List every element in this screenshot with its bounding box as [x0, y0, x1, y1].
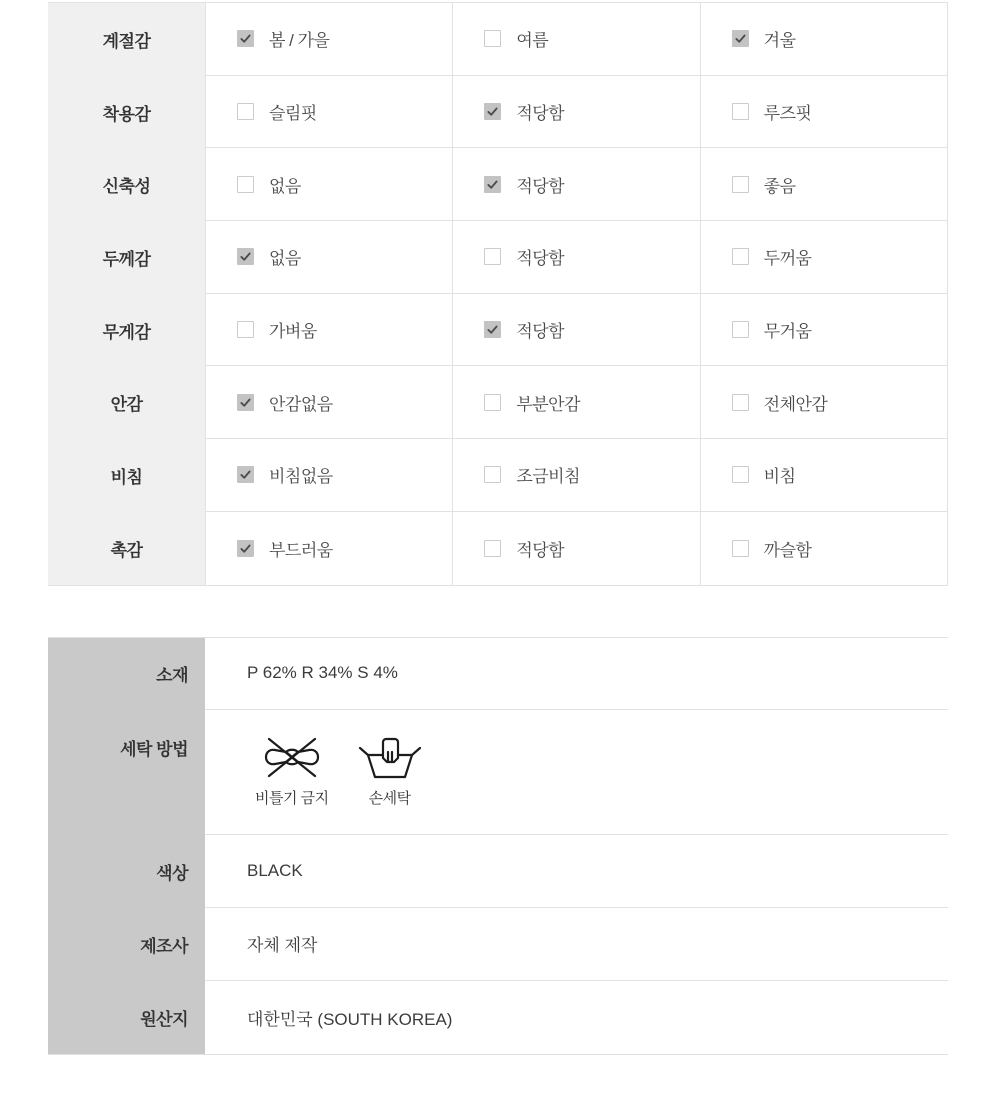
attribute-option: [453, 148, 700, 220]
info-row: [205, 981, 948, 1054]
attribute-option: [701, 3, 948, 75]
attribute-option: [701, 221, 948, 293]
no-wring-icon: [259, 736, 325, 782]
attribute-option: [453, 294, 700, 366]
attribute-row: [206, 148, 948, 221]
attribute-option: [206, 148, 453, 220]
option-label: 없음: [269, 249, 301, 269]
info-row: [205, 710, 948, 835]
info-row-label: 소재: [156, 666, 188, 685]
checkbox-icon[interactable]: [237, 540, 254, 557]
option-label: 적당함: [516, 540, 565, 560]
attribute-row: [206, 512, 948, 585]
attribute-row-label: 두께감: [102, 249, 151, 269]
attribute-option: [701, 366, 948, 438]
wash-care-item: [357, 736, 423, 808]
option-label: 무거움: [763, 322, 812, 342]
checkbox-icon[interactable]: [237, 321, 254, 338]
option-label: 없음: [269, 176, 301, 196]
info-row: [205, 908, 948, 981]
info-row: [205, 638, 948, 710]
attribute-option: [701, 76, 948, 148]
attribute-row: [206, 221, 948, 294]
info-row-label: 세탁 방법: [120, 739, 188, 759]
wash-care-caption: 비틀기 금지: [255, 789, 329, 807]
option-label: 부드러움: [269, 540, 333, 560]
option-label: 봄 / 가을: [269, 31, 330, 51]
attribute-row-label: 무게감: [102, 322, 151, 342]
attribute-row-label: 신축성: [102, 177, 151, 197]
option-label: 부분안감: [516, 394, 581, 414]
attribute-option: [206, 3, 453, 75]
option-label: 까슬함: [763, 540, 812, 560]
attribute-option: [206, 221, 453, 293]
attribute-row-label: 계절감: [102, 31, 151, 51]
checkbox-icon[interactable]: [732, 176, 749, 193]
option-label: 좋음: [763, 176, 796, 196]
checkbox-icon[interactable]: [237, 248, 254, 265]
wash-care-item: [255, 736, 329, 808]
attribute-option: [701, 148, 948, 220]
attribute-row: [206, 366, 948, 439]
option-label: 겨울: [763, 31, 796, 51]
attribute-option: [453, 439, 700, 511]
attribute-row: [206, 439, 948, 512]
attribute-row-label: 안감: [110, 395, 143, 415]
checkbox-icon[interactable]: [484, 394, 501, 411]
attribute-option: [206, 439, 453, 511]
attribute-option: [453, 366, 700, 438]
checkbox-icon[interactable]: [237, 176, 254, 193]
attribute-row: [206, 294, 948, 367]
info-row-value: P 62% R 34% S 4%: [247, 663, 398, 682]
attributes-table: [48, 2, 948, 586]
option-label: 두꺼움: [763, 249, 812, 269]
info-label-column: [48, 638, 205, 1054]
attributes-rows: [205, 3, 948, 585]
checkbox-icon[interactable]: [484, 540, 501, 557]
info-row-label: 색상: [156, 863, 188, 883]
attribute-option: [453, 512, 700, 585]
attribute-row: [206, 76, 948, 149]
attribute-option: [701, 512, 948, 585]
info-table: [48, 637, 948, 1055]
wash-care-icons: [247, 736, 423, 808]
info-row: [205, 835, 948, 908]
checkbox-icon[interactable]: [732, 466, 749, 483]
option-label: 안감없음: [269, 394, 333, 414]
option-label: 슬림핏: [269, 104, 317, 124]
info-rows: [205, 638, 948, 1054]
wash-care-caption: 손세탁: [368, 789, 411, 807]
checkbox-icon[interactable]: [484, 248, 501, 265]
attribute-option: [701, 439, 948, 511]
option-label: 가벼움: [269, 322, 317, 342]
checkbox-icon[interactable]: [732, 540, 749, 557]
option-label: 조금비침: [516, 467, 581, 487]
attribute-option: [453, 221, 700, 293]
option-label: 전체안감: [763, 394, 828, 414]
attribute-option: [206, 76, 453, 148]
attribute-row-label: 비침: [110, 467, 143, 487]
attribute-row-label: 착용감: [102, 104, 151, 124]
attribute-option: [206, 512, 453, 585]
checkbox-icon[interactable]: [484, 103, 501, 120]
option-label: 적당함: [516, 176, 565, 196]
info-row-value: 자체 제작: [247, 936, 318, 955]
option-label: 적당함: [516, 104, 565, 124]
attribute-row: [206, 3, 948, 76]
option-label: 적당함: [516, 249, 565, 269]
checkbox-icon[interactable]: [484, 30, 501, 47]
attribute-row-label: 촉감: [110, 540, 143, 560]
checkbox-icon[interactable]: [484, 466, 501, 483]
checkbox-icon[interactable]: [732, 394, 749, 411]
attribute-option: [453, 3, 700, 75]
option-label: 여름: [516, 31, 549, 51]
checkbox-icon[interactable]: [237, 103, 254, 120]
info-row-value: 대한민국 (SOUTH KOREA): [247, 1009, 453, 1029]
checkbox-icon[interactable]: [732, 321, 749, 338]
hand-wash-icon: [357, 736, 423, 782]
info-row-value: BLACK: [247, 860, 303, 880]
checkbox-icon[interactable]: [237, 466, 254, 483]
attribute-option: [206, 294, 453, 366]
checkbox-icon[interactable]: [732, 248, 749, 265]
checkbox-icon[interactable]: [732, 103, 749, 120]
info-row-label: 제조사: [140, 936, 188, 956]
attribute-option: [453, 76, 700, 148]
checkbox-icon[interactable]: [237, 30, 254, 47]
checkbox-icon[interactable]: [732, 30, 749, 47]
checkbox-icon[interactable]: [237, 394, 254, 411]
option-label: 적당함: [516, 322, 565, 342]
checkbox-icon[interactable]: [484, 321, 501, 338]
product-detail-section: [48, 2, 948, 1055]
attribute-option: [701, 294, 948, 366]
checkbox-icon[interactable]: [484, 176, 501, 193]
attributes-label-column: [48, 3, 205, 585]
attribute-option: [206, 366, 453, 438]
option-label: 비침: [763, 467, 796, 487]
info-row-label: 원산지: [140, 1009, 188, 1029]
option-label: 루즈핏: [763, 104, 812, 124]
option-label: 비침없음: [269, 467, 333, 487]
